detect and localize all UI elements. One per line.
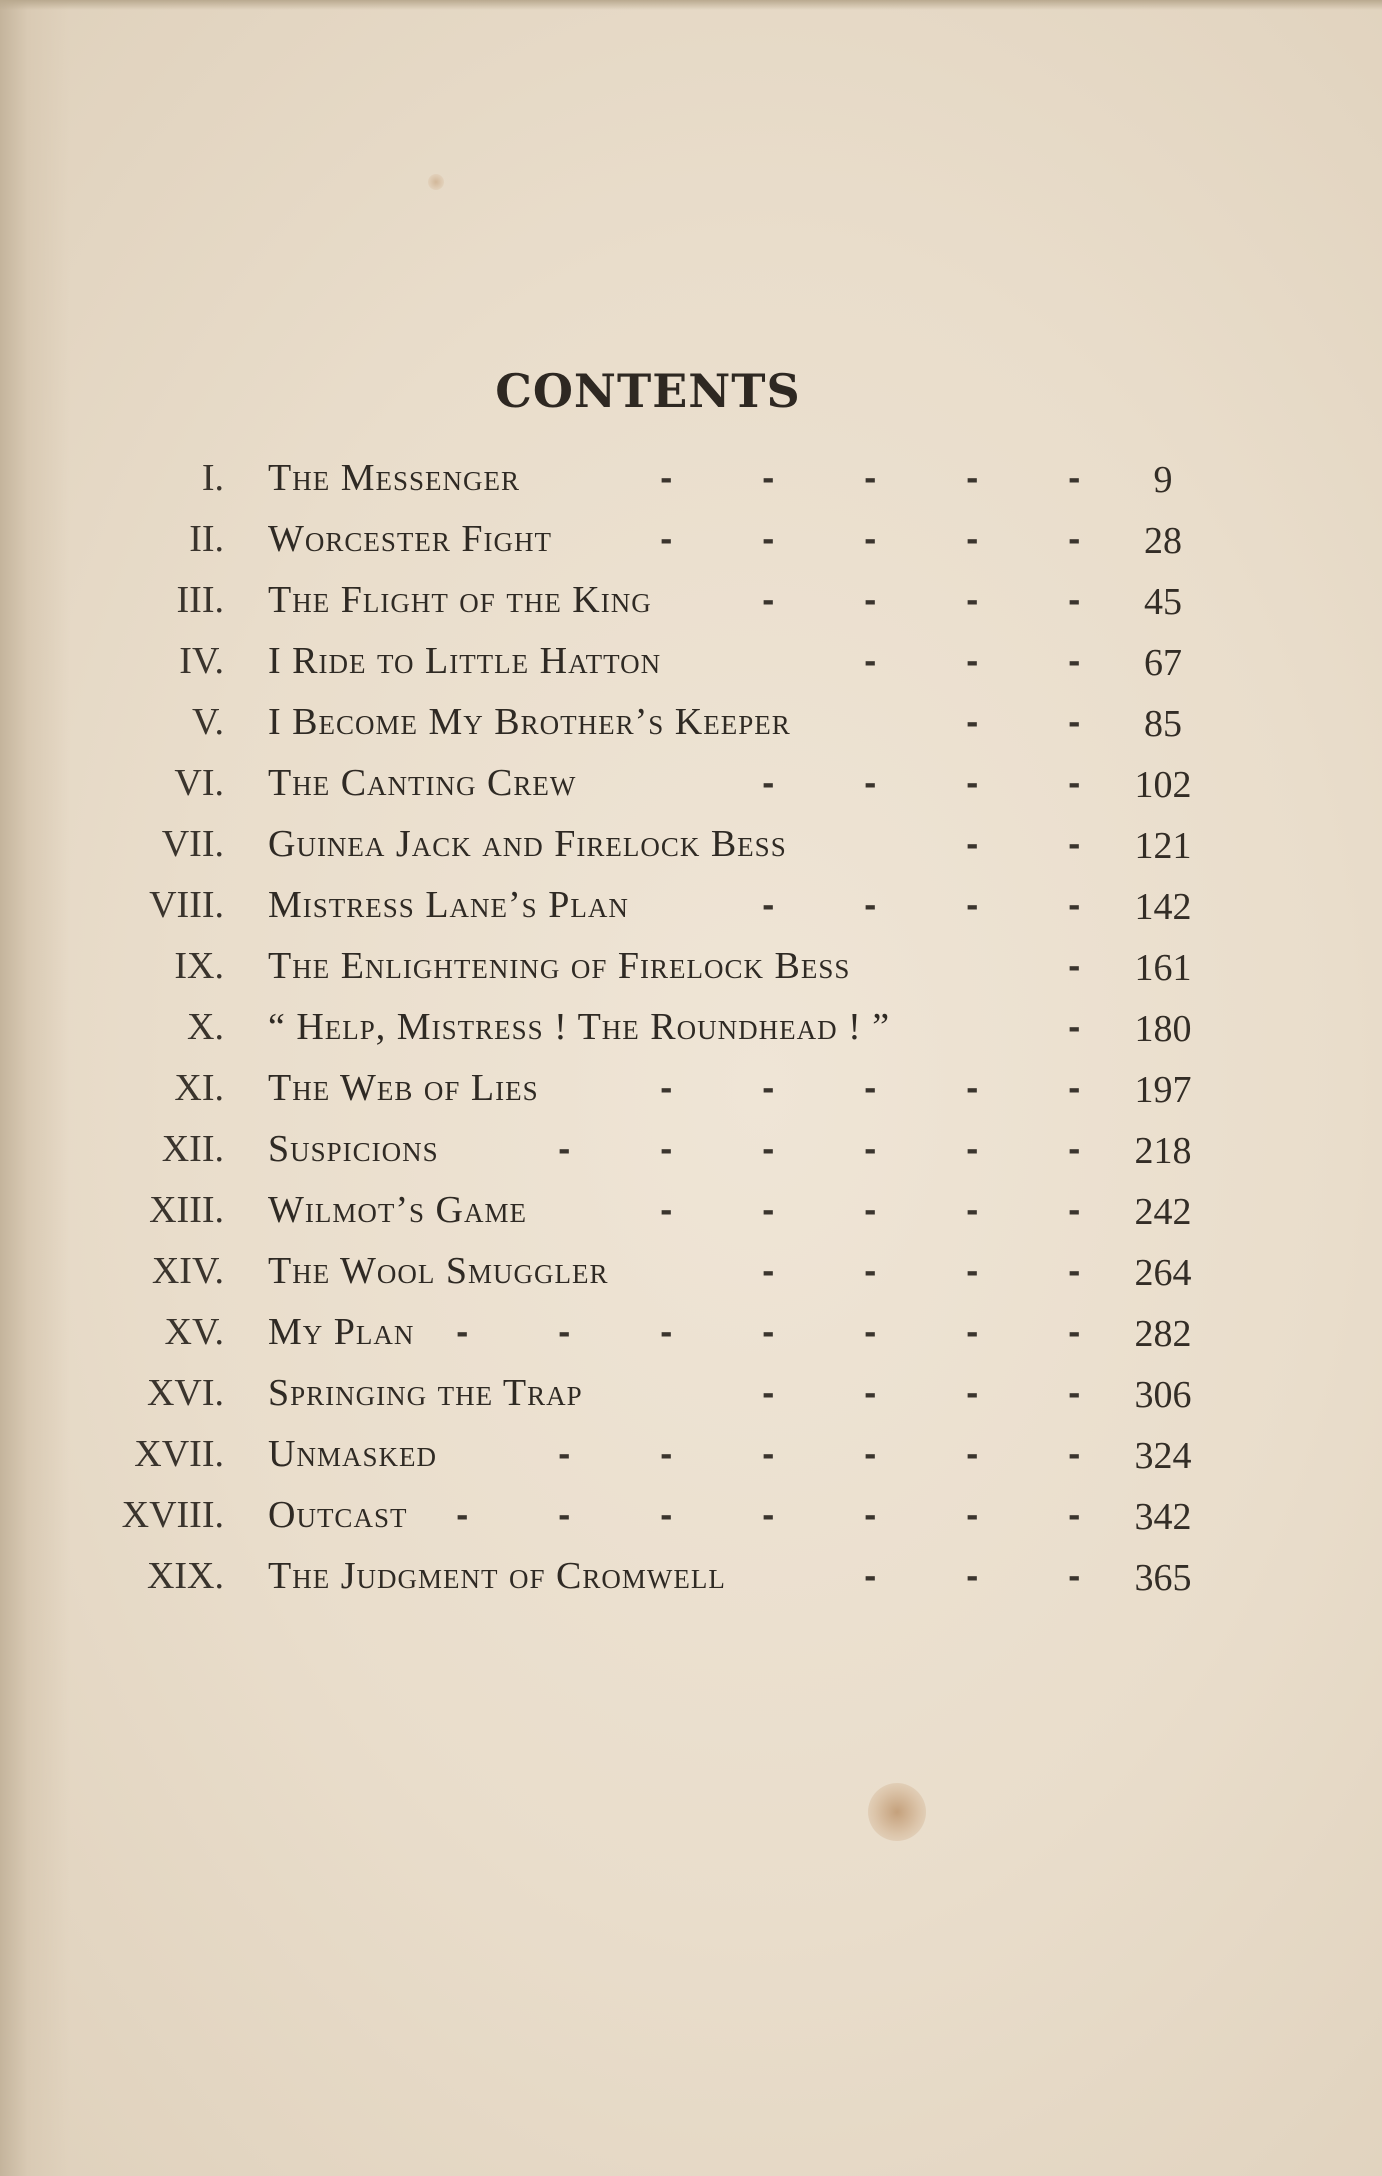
chapter-title: I Ride to Little Hatton — [268, 640, 662, 682]
chapter-number: V. — [191, 701, 224, 743]
chapter-title: Guinea Jack and Firelock Bess — [268, 823, 787, 865]
page-number: 121 — [1134, 825, 1192, 867]
chapter-number: XVIII. — [121, 1494, 224, 1536]
leader-dash: - — [966, 584, 979, 619]
leader-dash: - — [456, 1316, 469, 1351]
toc-row — [0, 1243, 1382, 1304]
chapter-number: III. — [176, 579, 224, 621]
leader-dash: - — [966, 645, 979, 680]
toc-row — [0, 1365, 1382, 1426]
leader-dash: - — [1068, 462, 1081, 497]
leader-dash: - — [558, 1499, 571, 1534]
toc-row — [0, 572, 1382, 633]
leader-dash: - — [864, 1194, 877, 1229]
leader-dash: - — [762, 1133, 775, 1168]
leader-dash: - — [1068, 1377, 1081, 1412]
page-number: 142 — [1134, 886, 1192, 928]
chapter-title: The Web of Lies — [268, 1067, 539, 1109]
leader-dash: - — [966, 1560, 979, 1595]
leader-dash: - — [966, 1072, 979, 1107]
leader-dash: - — [864, 523, 877, 558]
page-top-edge — [0, 0, 1382, 10]
leader-dash: - — [762, 889, 775, 924]
leader-dash: - — [660, 462, 673, 497]
leader-dash: - — [762, 767, 775, 802]
leader-dash: - — [966, 1316, 979, 1351]
leader-dash: - — [1068, 1133, 1081, 1168]
page-number: 342 — [1134, 1496, 1192, 1538]
toc-row — [0, 1121, 1382, 1182]
leader-dash: - — [864, 1133, 877, 1168]
leader-dash: - — [660, 523, 673, 558]
leader-dash: - — [864, 1560, 877, 1595]
leader-dash: - — [660, 1072, 673, 1107]
leader-dash: - — [864, 462, 877, 497]
leader-dash: - — [1068, 767, 1081, 802]
leader-dash: - — [762, 462, 775, 497]
leader-dash: - — [1068, 523, 1081, 558]
leader-dash: - — [1068, 1438, 1081, 1473]
chapter-number: VI. — [174, 762, 224, 804]
leader-dash: - — [966, 1255, 979, 1290]
leader-dash: - — [1068, 1255, 1081, 1290]
leader-dash: - — [966, 523, 979, 558]
page-number: 306 — [1134, 1374, 1192, 1416]
leader-dash: - — [558, 1133, 571, 1168]
toc-row — [0, 1548, 1382, 1609]
chapter-title: Wilmot’s Game — [268, 1189, 527, 1231]
leader-dash: - — [558, 1316, 571, 1351]
leader-dash: - — [966, 1499, 979, 1534]
toc-row — [0, 938, 1382, 999]
chapter-number: VII. — [161, 823, 224, 865]
chapter-number: VIII. — [149, 884, 224, 926]
leader-dash: - — [1068, 828, 1081, 863]
chapter-number: XIV. — [151, 1250, 224, 1292]
page-number: 365 — [1134, 1557, 1192, 1599]
leader-dash: - — [456, 1499, 469, 1534]
leader-dash: - — [966, 1438, 979, 1473]
toc-row — [0, 816, 1382, 877]
chapter-title: I Become My Brother’s Keeper — [268, 701, 791, 743]
leader-dash: - — [1068, 950, 1081, 985]
toc-row — [0, 877, 1382, 938]
leader-dash: - — [966, 706, 979, 741]
leader-dash: - — [1068, 1499, 1081, 1534]
table-of-contents — [0, 450, 1382, 1609]
leader-dash: - — [864, 1316, 877, 1351]
chapter-title: Springing the Trap — [268, 1372, 583, 1414]
chapter-title: The Wool Smuggler — [268, 1250, 609, 1292]
chapter-number: XIX. — [146, 1555, 224, 1597]
leader-dash: - — [660, 1133, 673, 1168]
toc-row — [0, 633, 1382, 694]
page-number: 9 — [1153, 459, 1173, 501]
chapter-number: XV. — [164, 1311, 224, 1353]
chapter-title: Unmasked — [268, 1433, 437, 1475]
chapter-number: II. — [189, 518, 224, 560]
toc-row — [0, 999, 1382, 1060]
leader-dash: - — [966, 1377, 979, 1412]
leader-dash: - — [660, 1316, 673, 1351]
leader-dash: - — [1068, 1072, 1081, 1107]
leader-dash: - — [966, 828, 979, 863]
chapter-title: The Flight of the King — [268, 579, 652, 621]
leader-dash: - — [762, 1377, 775, 1412]
leader-dash: - — [864, 767, 877, 802]
chapter-title: “ Help, Mistress ! The Roundhead ! ” — [268, 1006, 891, 1048]
toc-row — [0, 1060, 1382, 1121]
leader-dash: - — [864, 1072, 877, 1107]
leader-dash: - — [864, 1377, 877, 1412]
leader-dash: - — [1068, 1316, 1081, 1351]
leader-dash: - — [762, 523, 775, 558]
page-number: 197 — [1134, 1069, 1192, 1111]
leader-dash: - — [660, 1499, 673, 1534]
leader-dash: - — [1068, 1011, 1081, 1046]
chapter-title: The Canting Crew — [268, 762, 577, 804]
leader-dash: - — [762, 1499, 775, 1534]
page-number: 264 — [1134, 1252, 1192, 1294]
chapter-title: Suspicions — [268, 1128, 439, 1170]
page-title: CONTENTS — [495, 364, 801, 418]
leader-dash: - — [864, 1438, 877, 1473]
chapter-number: X. — [187, 1006, 224, 1048]
chapter-number: XIII. — [149, 1189, 224, 1231]
leader-dash: - — [762, 1255, 775, 1290]
chapter-number: XVII. — [134, 1433, 224, 1475]
chapter-number: IV. — [179, 640, 224, 682]
chapter-title: The Messenger — [268, 457, 521, 499]
leader-dash: - — [1068, 706, 1081, 741]
toc-row — [0, 1426, 1382, 1487]
page-number: 45 — [1144, 581, 1182, 623]
toc-row — [0, 450, 1382, 511]
chapter-title: My Plan — [268, 1311, 415, 1353]
page-number: 180 — [1134, 1008, 1192, 1050]
chapter-number: XII. — [161, 1128, 224, 1170]
chapter-title: Mistress Lane’s Plan — [268, 884, 629, 926]
page-number: 67 — [1144, 642, 1182, 684]
leader-dash: - — [864, 889, 877, 924]
leader-dash: - — [558, 1438, 571, 1473]
leader-dash: - — [864, 1499, 877, 1534]
leader-dash: - — [660, 1438, 673, 1473]
toc-row — [0, 1182, 1382, 1243]
page-number: 85 — [1144, 703, 1182, 745]
leader-dash: - — [762, 1316, 775, 1351]
toc-row — [0, 1487, 1382, 1548]
chapter-number: XI. — [174, 1067, 224, 1109]
chapter-title: The Judgment of Cromwell — [268, 1555, 726, 1597]
leader-dash: - — [660, 1194, 673, 1229]
page-number: 242 — [1134, 1191, 1192, 1233]
page-number: 161 — [1134, 947, 1192, 989]
leader-dash: - — [762, 1072, 775, 1107]
page-number: 218 — [1134, 1130, 1192, 1172]
leader-dash: - — [1068, 889, 1081, 924]
chapter-title: The Enlightening of Firelock Bess — [268, 945, 851, 987]
leader-dash: - — [966, 1194, 979, 1229]
leader-dash: - — [966, 462, 979, 497]
page-number: 28 — [1144, 520, 1182, 562]
leader-dash: - — [966, 1133, 979, 1168]
chapter-number: XVI. — [146, 1372, 224, 1414]
page-number: 102 — [1134, 764, 1192, 806]
foxing-spot — [868, 1783, 926, 1841]
leader-dash: - — [1068, 1560, 1081, 1595]
page-number: 282 — [1134, 1313, 1192, 1355]
chapter-title: Outcast — [268, 1494, 408, 1536]
toc-row — [0, 694, 1382, 755]
leader-dash: - — [864, 1255, 877, 1290]
leader-dash: - — [762, 1194, 775, 1229]
leader-dash: - — [864, 645, 877, 680]
toc-row — [0, 511, 1382, 572]
leader-dash: - — [966, 889, 979, 924]
chapter-number: I. — [201, 457, 224, 499]
leader-dash: - — [864, 584, 877, 619]
page-number: 324 — [1134, 1435, 1192, 1477]
chapter-title: Worcester Fight — [268, 518, 552, 560]
leader-dash: - — [966, 767, 979, 802]
toc-row — [0, 755, 1382, 816]
leader-dash: - — [762, 1438, 775, 1473]
leader-dash: - — [1068, 1194, 1081, 1229]
chapter-number: IX. — [174, 945, 224, 987]
foxing-spot — [428, 174, 444, 190]
leader-dash: - — [1068, 584, 1081, 619]
toc-row — [0, 1304, 1382, 1365]
leader-dash: - — [1068, 645, 1081, 680]
leader-dash: - — [762, 584, 775, 619]
